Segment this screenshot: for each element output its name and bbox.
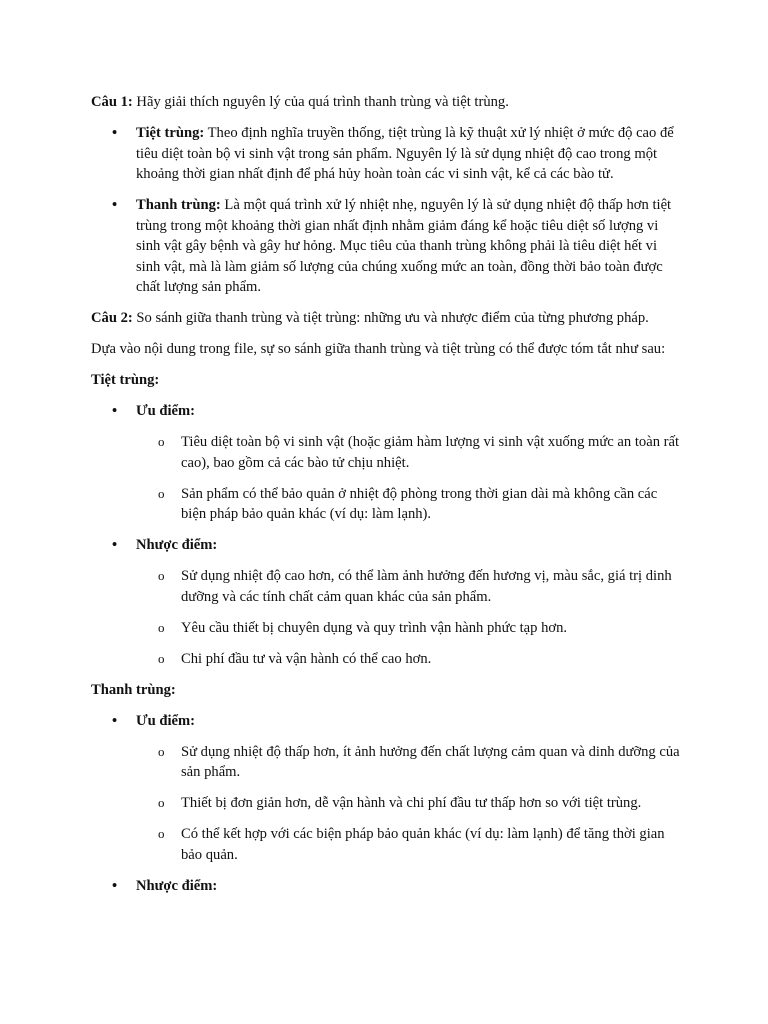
section-heading-pasteurization: Thanh trùng:: [91, 681, 176, 698]
principle-list: [91, 123, 681, 298]
question-1: [91, 92, 681, 113]
list-item: o Yêu cầu thiết bị chuyên dụng và quy trình vận hành phức tạp hơn.: [136, 618, 681, 639]
question-1-label: Câu 1:: [91, 94, 133, 110]
sterilization-list: [91, 401, 681, 669]
principle-text: Theo định nghĩa truyền thống, tiệt trùng là kỹ thuật xử lý nhiệt ở mức độ cao để tiêu diệt toàn bộ vi sinh vật trong sản phẩm. Nguyên lý là sử dụng nhiệt độ cao trong một khoảng thời gian nhất định để phá hủy hoàn toàn các vi sinh vật, kể cả các bào tử.: [136, 125, 674, 182]
sterilization-pros-list: [136, 432, 681, 525]
principle-item-sterilization: [91, 123, 681, 185]
question-2: [91, 308, 681, 329]
principle-term: Thanh trùng:: [136, 197, 221, 213]
pasteurization-cons: [91, 876, 681, 897]
pasteurization-pros: [91, 711, 681, 866]
principle-term: Tiệt trùng:: [136, 125, 205, 141]
question-1-text: Hãy giải thích nguyên lý của quá trình thanh trùng và tiệt trùng.: [136, 94, 509, 110]
circle-bullet-icon: o: [158, 434, 165, 449]
circle-bullet-icon: o: [158, 485, 165, 501]
principle-text: Là một quá trình xử lý nhiệt nhẹ, nguyên lý là sử dụng nhiệt độ thấp hơn tiệt trùng trong một khoảng thời gian nhất định nhằm giảm đáng kể hoặc tiêu diệt số lượng vi sinh vật gây bệnh và gây hư hỏng. Mục tiêu của thanh trùng không phải là tiêu diệt hết vi sinh vật, mà là làm giảm số lượng của chúng xuống mức an toàn, đồng thời bảo toàn được chất lượng sản phẩm.: [136, 197, 672, 295]
document-body: [91, 92, 681, 907]
circle-bullet-icon: o: [158, 795, 165, 810]
list-item: o Sản phẩm có thể bảo quản ở nhiệt độ phòng trong thời gian dài mà không cần các biện pháp bảo quản khác (ví dụ: làm lạnh).: [158, 485, 658, 522]
bullet-icon: •: [112, 403, 118, 419]
question-2-label: Câu 2:: [91, 310, 133, 326]
pasteurization-pros-list: [136, 742, 681, 866]
bullet-icon: •: [112, 125, 118, 141]
sterilization-cons-list: [136, 566, 681, 669]
pros-label: Ưu điểm:: [136, 403, 196, 419]
list-item: o Sử dụng nhiệt độ cao hơn, có thể làm ảnh hưởng đến hương vị, màu sắc, giá trị dinh dưỡng và các tính chất cảm quan khác của sản phẩm.: [158, 568, 672, 605]
pros-label: Ưu điểm:: [136, 712, 196, 729]
list-item: o Có thể kết hợp với các biện pháp bảo quản khác (ví dụ: làm lạnh) để tăng thời gian bảo quản.: [158, 826, 665, 863]
circle-bullet-icon: o: [158, 619, 165, 635]
cons-label: Nhược điểm:: [136, 537, 218, 553]
circle-bullet-icon: o: [158, 650, 165, 666]
list-item: o Sử dụng nhiệt độ thấp hơn, ít ảnh hưởng đến chất lượng cảm quan và dinh dưỡng của sản phẩm.: [158, 743, 680, 780]
bullet-icon: •: [112, 712, 118, 729]
bullet-icon: •: [112, 537, 118, 553]
cons-label: Nhược điểm:: [136, 877, 218, 894]
intro-paragraph: Dựa vào nội dung trong file, sự so sánh giữa thanh trùng và tiệt trùng có thể được tóm tắt như sau:: [91, 341, 666, 357]
bullet-icon: •: [112, 877, 118, 894]
circle-bullet-icon: o: [158, 743, 165, 759]
circle-bullet-icon: o: [158, 826, 165, 841]
sterilization-cons: [91, 535, 681, 669]
list-item: o Thiết bị đơn giản hơn, dễ vận hành và chi phí đầu tư thấp hơn so với tiệt trùng.: [136, 793, 681, 814]
list-item: o Tiêu diệt toàn bộ vi sinh vật (hoặc giảm hàm lượng vi sinh vật xuống mức an toàn rất cao), bao gồm cả các bào tử chịu nhiệt.: [158, 434, 680, 471]
sterilization-pros: [91, 401, 681, 525]
section-heading-sterilization: Tiệt trùng:: [91, 372, 160, 388]
bullet-icon: •: [112, 197, 118, 213]
question-2-text: So sánh giữa thanh trùng và tiệt trùng: những ưu và nhược điểm của từng phương pháp.: [136, 310, 649, 326]
pasteurization-list: [91, 711, 681, 897]
principle-item-pasteurization: [91, 195, 681, 298]
circle-bullet-icon: o: [158, 568, 165, 583]
list-item: o Chi phí đầu tư và vận hành có thể cao hơn.: [136, 649, 681, 670]
